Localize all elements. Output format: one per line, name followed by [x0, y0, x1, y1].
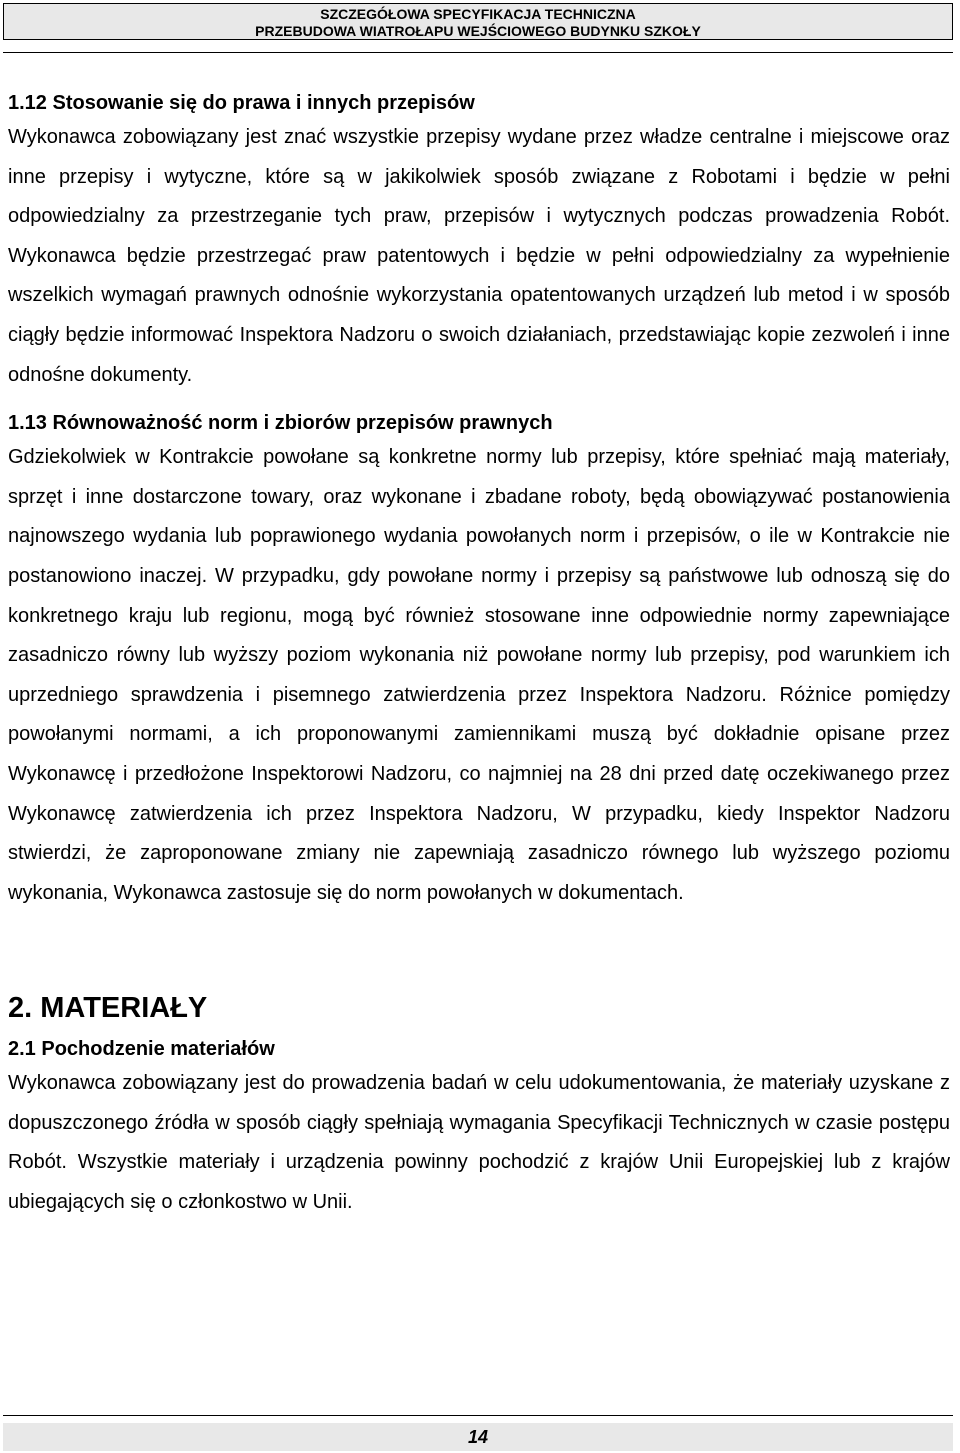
- section-heading-2-1: 2.1 Pochodzenie materiałów: [8, 1038, 275, 1061]
- document-header: [3, 3, 953, 40]
- spacer: [8, 1027, 950, 1035]
- document-body: [8, 89, 950, 1223]
- section-body-2-1: Wykonawca zobowiązany jest do prowadzenia badań w celu udokumentowania, że materiały uzyskane z dopuszczonego źródła w sposób ciągły spełniają wymagania Specyfikacji Technicznych w czasie postępu Robót. Wszystkie materiały i urządzenia powinny pochodzić z krajów Unii Europejskiej lub z krajów ubiegających się o członkostwo w Unii.: [8, 1072, 950, 1214]
- header-subtitle: PRZEBUDOWA WIATROŁAPU WEJŚCIOWEGO BUDYNKU SZKOŁY: [255, 23, 701, 39]
- spacer: [8, 395, 950, 409]
- section-body-1-12: Wykonawca zobowiązany jest znać wszystkie przepisy wydane przez władze centralne i miejscowe oraz inne przepisy i wytyczne, które są w jakikolwiek sposób związane z Robotami i będzie w pełni odpowiedzialny za przestrzeganie tych praw, przepisów i wytycznych podczas prowadzenia Robót. Wykonawca będzie przestrzegać praw patentowych i będzie w pełni odpowiedzialny za wypełnienie wszelkich wymagań prawnych odnośnie wykorzystania opatentowanych urządzeń lub metod i w sposób ciągły będzie informować Inspektora Nadzoru o swoich działaniach, przedstawiając kopie zezwoleń i inne odnośne dokumenty.: [8, 126, 950, 386]
- section-heading-1-13: 1.13 Równoważność norm i zbiorów przepisów prawnych: [8, 412, 553, 435]
- header-divider: [3, 52, 953, 53]
- footer-divider: [3, 1415, 953, 1416]
- section-body-1-13: Gdziekolwiek w Kontrakcie powołane są konkretne normy lub przepisy, które spełniać mają materiały, sprzęt i inne dostarczone towary, oraz wykonane i zbadane roboty, będą obowiązywać postanowienia najnowszego wydania lub poprawionego wydania powołanych norm i przepisów, o ile w Kontrakcie nie postanowiono inaczej. W przypadku, gdy powołane normy i przepisy są państwowe lub odnoszą się do konkretnego kraju lub regionu, mogą być również stosowane inne odpowiednie normy zapewniające zasadniczo równy lub wyższy poziom wykonania niż powołane normy lub przepisy, pod warunkiem ich uprzedniego sprawdzenia i pisemnego zatwierdzenia przez Inspektora Nadzoru. Różnice pomiędzy powołanymi normami, a ich proponowanymi zamiennikami muszą być dokładnie opisane przez Wykonawcę i przedłożone Inspektorowi Nadzoru, co najmniej na 28 dni przed datę oczekiwanego przez Wykonawcę zatwierdzenia ich przez Inspektora Nadzoru, W przypadku, kiedy Inspektor Nadzoru stwierdzi, że zaproponowane zmiany nie zapewniają zasadniczo równego lub wyższego poziomu wykonania, Wykonawca zastosuje się do norm powołanych w dokumentach.: [8, 446, 950, 904]
- section-heading-1-12: 1.12 Stosowanie się do prawa i innych przepisów: [8, 92, 475, 114]
- header-title: SZCZEGÓŁOWA SPECYFIKACJA TECHNICZNA: [320, 6, 636, 22]
- page-number: 14: [3, 1423, 953, 1451]
- chapter-heading-2: 2. MATERIAŁY: [8, 992, 208, 1025]
- spacer: [8, 913, 950, 989]
